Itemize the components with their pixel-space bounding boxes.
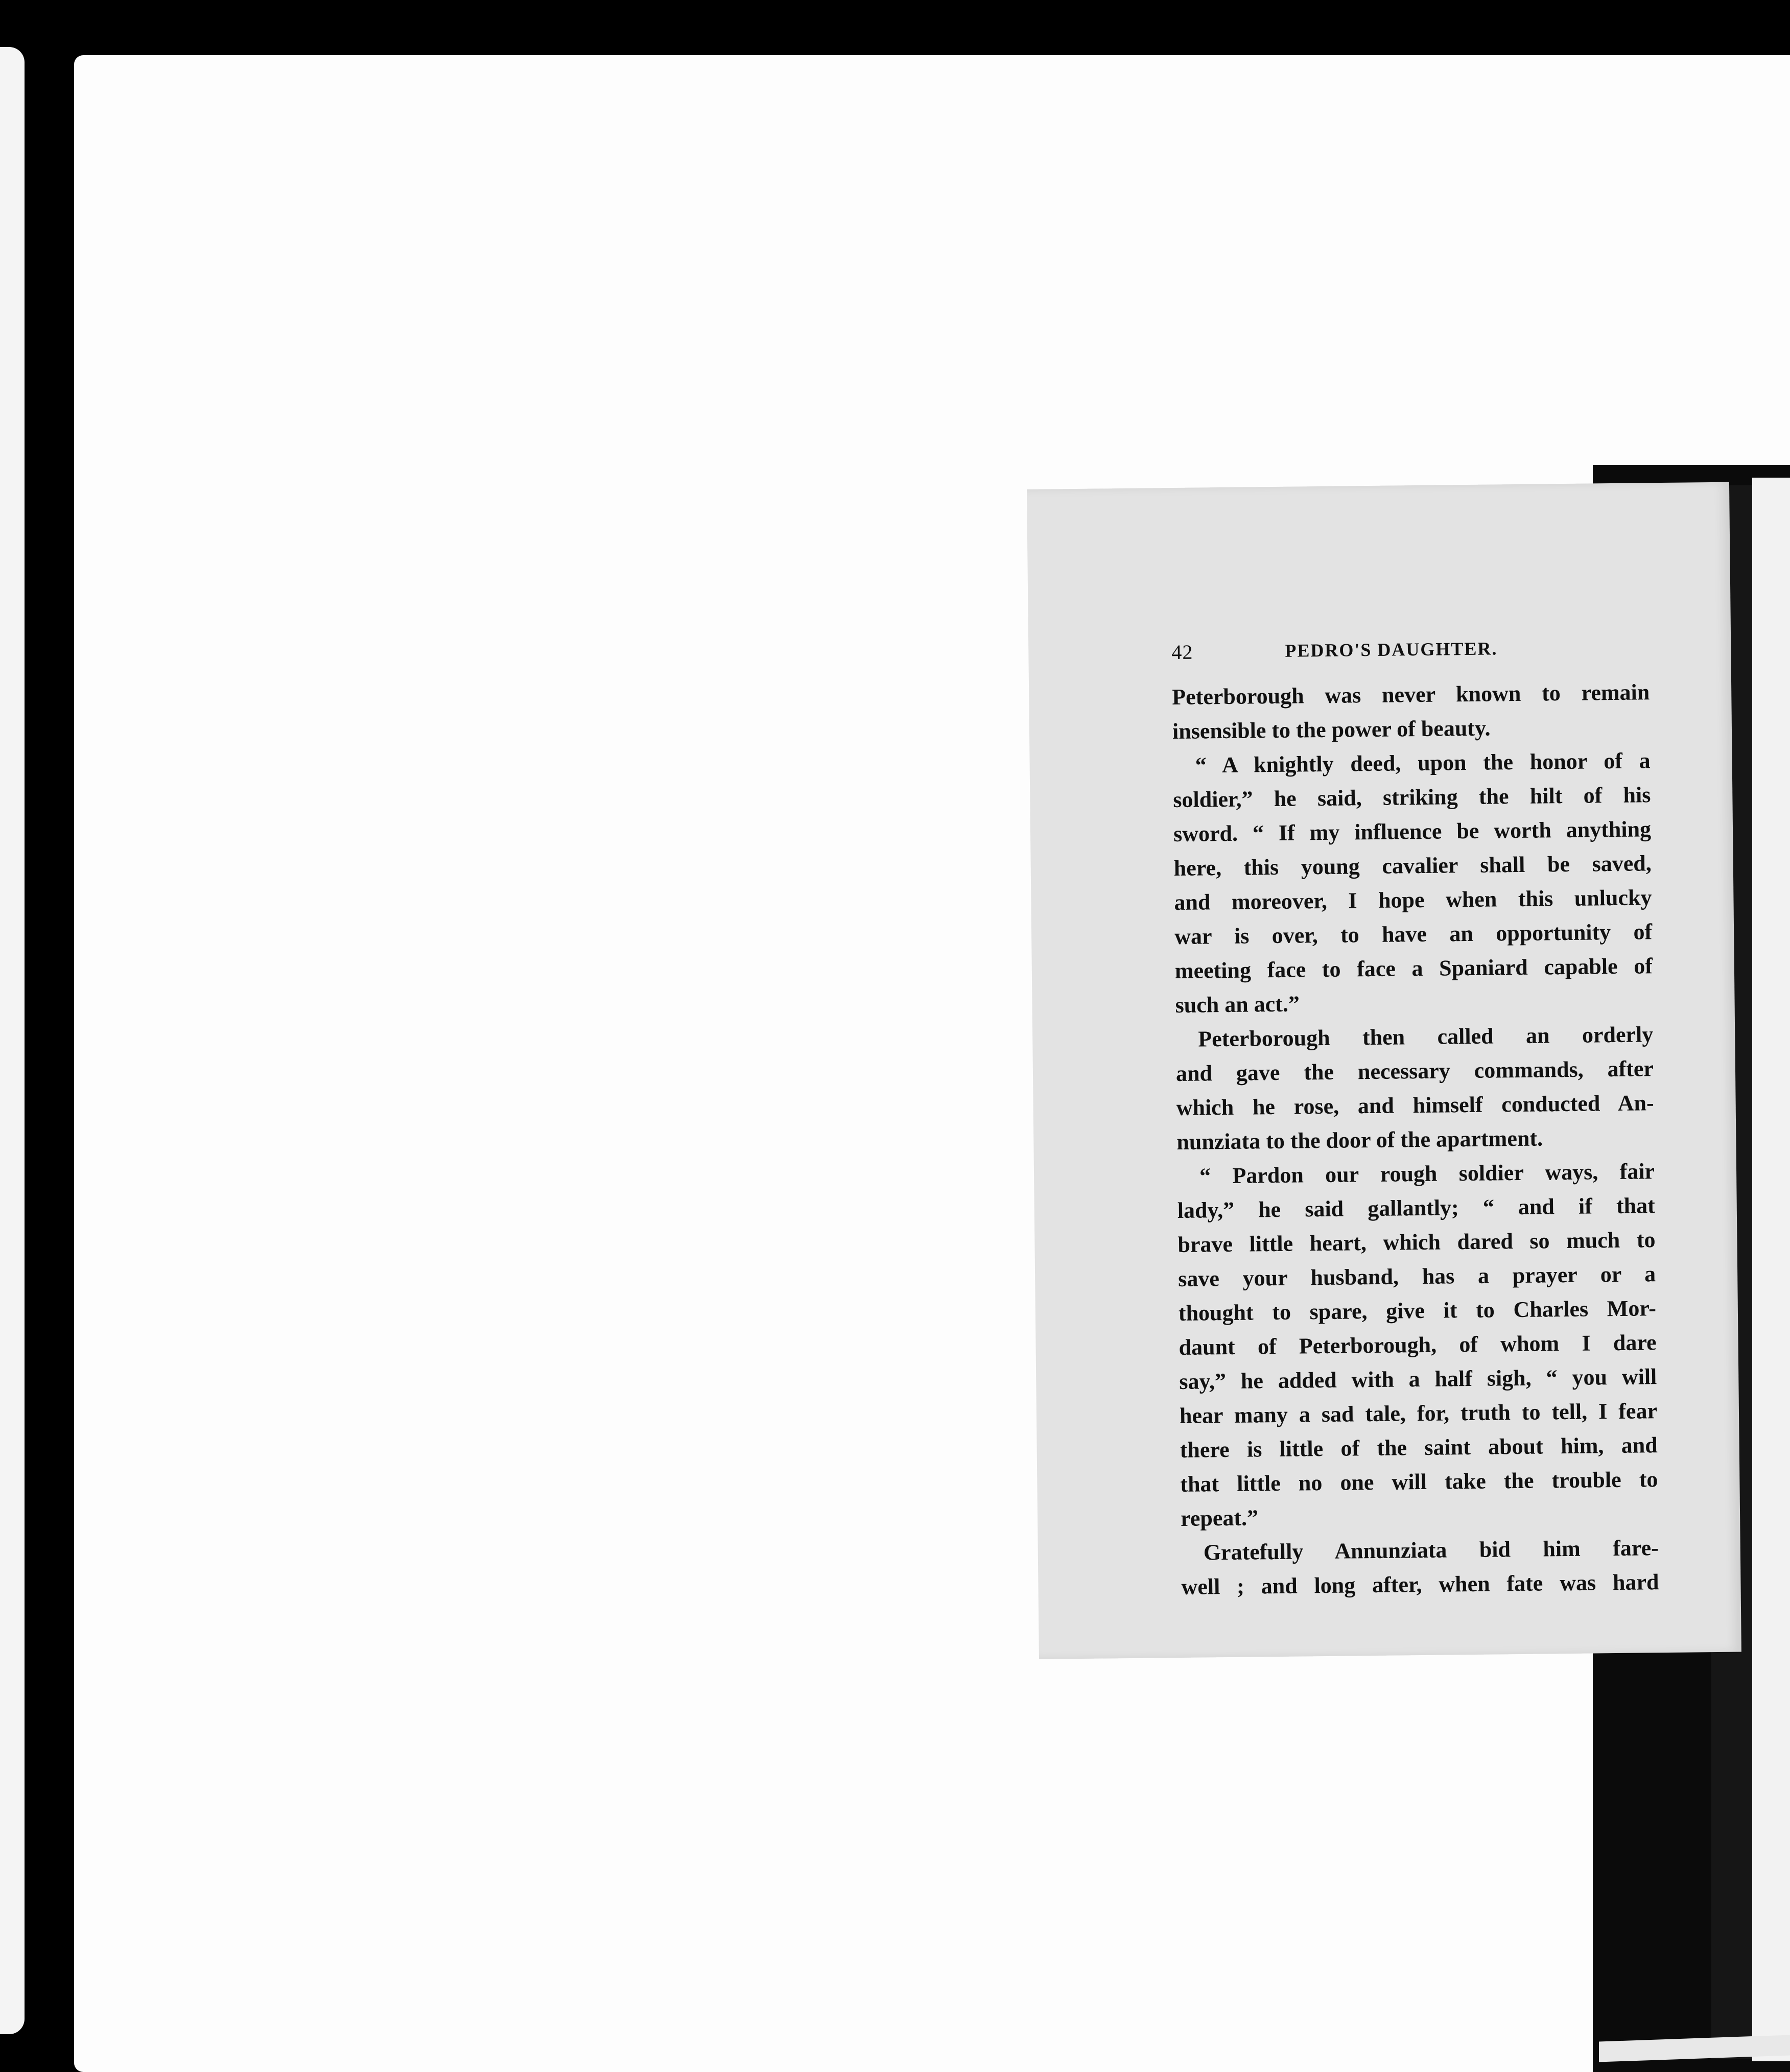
running-head	[1171, 635, 1650, 671]
text-line: here, this young cavalier shall be saved,	[1173, 851, 1652, 881]
facing-page-edge	[1752, 478, 1790, 2061]
text-line: daunt of Peterborough, of whom I dare	[1179, 1330, 1657, 1360]
text-line: thought to spare, give it to Charles Mor-	[1178, 1296, 1657, 1326]
text-line: save your husband, has a prayer or a	[1177, 1261, 1656, 1291]
page-number: 42	[1171, 640, 1193, 664]
text-line: that little no one will take the trouble to	[1180, 1467, 1658, 1497]
text-line: such an act.”	[1175, 991, 1300, 1018]
book-page	[1027, 482, 1741, 1659]
text-line: and moreover, I hope when this unlucky	[1174, 885, 1652, 915]
text-line: nunziata to the door of the apartment.	[1176, 1125, 1543, 1155]
text-line: there is little of the saint about him, and	[1180, 1432, 1658, 1463]
text-line: war is over, to have an opportunity of	[1174, 919, 1653, 950]
text-line: well ; and long after, when fate was hard	[1181, 1569, 1659, 1599]
page-content	[1171, 635, 1659, 1604]
text-line: repeat.”	[1180, 1505, 1259, 1531]
text-line: Gratefully Annunziata bid him fare-	[1203, 1535, 1659, 1565]
text-line: lady,” he said gallantly; “ and if that	[1177, 1193, 1656, 1223]
text-line: say,” he added with a half sigh, “ you will	[1179, 1364, 1657, 1394]
text-line: insensible to the power of beauty.	[1172, 715, 1491, 744]
text-line: which he rose, and himself conducted An-	[1176, 1090, 1654, 1120]
text-line: and gave the necessary commands, after	[1175, 1056, 1654, 1087]
text-line: Peterborough then called an orderly	[1198, 1022, 1654, 1052]
text-line: meeting face to face a Spaniard capable of	[1174, 953, 1653, 984]
text-line: soldier,” he said, striking the hilt of his	[1173, 782, 1651, 813]
body-text	[1172, 675, 1659, 1604]
text-line: “ A knightly deed, upon the honor of a	[1195, 748, 1651, 778]
text-line: “ Pardon our rough soldier ways, fair	[1199, 1159, 1655, 1189]
text-line: sword. “ If my influence be worth anything	[1173, 816, 1652, 847]
text-line: Peterborough was never known to remain	[1172, 679, 1650, 710]
text-line: brave little heart, which dared so much to	[1177, 1227, 1656, 1257]
text-line: hear many a sad tale, for, truth to tell, I fear	[1179, 1398, 1658, 1428]
adjacent-frame-edge	[0, 47, 25, 2034]
running-title: PEDRO'S DAUGHTER.	[1285, 638, 1498, 661]
